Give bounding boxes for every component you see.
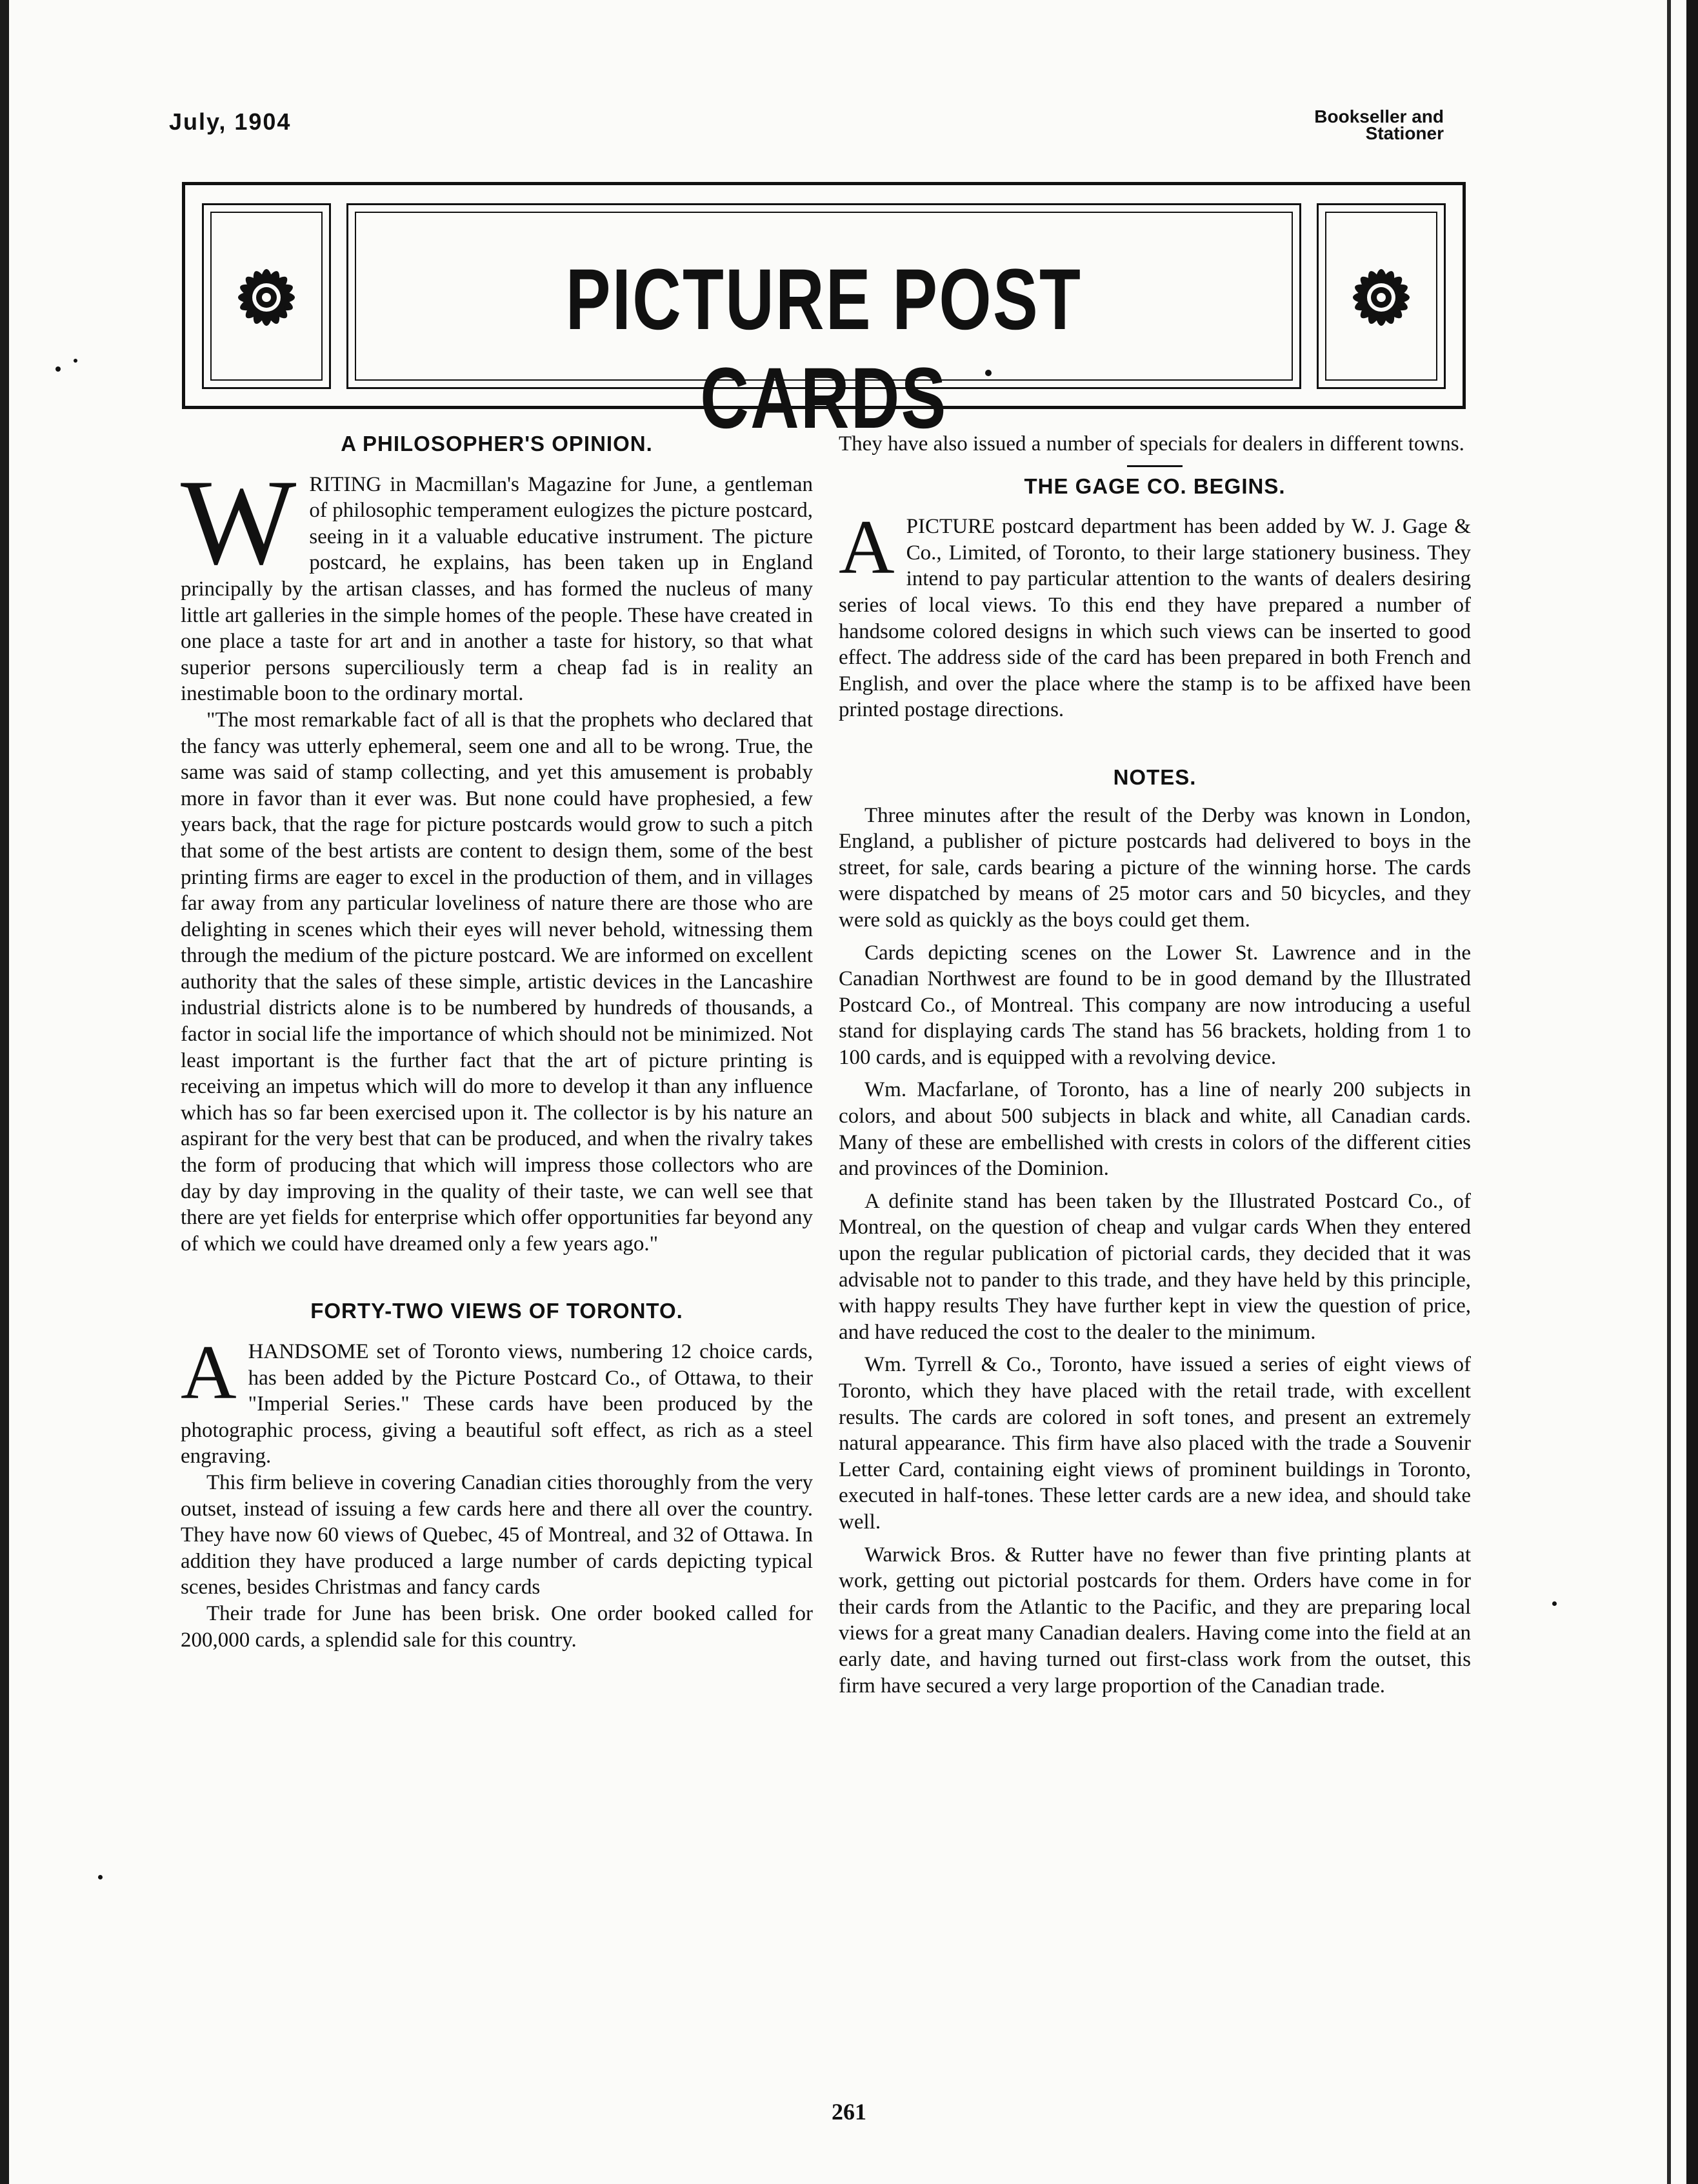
scan-speck bbox=[98, 1875, 103, 1879]
page-title: PICTURE POST CARDS bbox=[565, 252, 1083, 446]
section-heading: NOTES. bbox=[1113, 765, 1197, 789]
rosette-frame-left bbox=[202, 203, 331, 389]
page-number: 261 bbox=[832, 2099, 866, 2125]
drop-cap: A bbox=[839, 504, 895, 590]
paragraph-text: in Macmillan's Magazine for June, a gentleman of philosophic temperament eulogizes the picture postcard, seeing in it a valuable educative instrument. The picture postcard, he explains, has been taken up in England principally by the artisan classes, and has formed the nucleus of many little art galleries in the simple homes of the people. These have created in one place a taste for art and in another a taste for history, so that what superior persons superciliously term a cheap fad is in reality an inestimable boon to the ordinary mortal. bbox=[181, 472, 813, 706]
rosette-frame-right bbox=[1317, 203, 1446, 389]
publication-name-line2: Stationer bbox=[1365, 123, 1444, 143]
paragraph: This firm believe in covering Canadian cities thoroughly from the very outset, instead of issuing a few cards here and there all over the country. They have now 60 views of Quebec, 45 of Montreal, and 32 of Ottawa. In addition they have produced a large number of cards depicting typical scenes, besides Christmas and fancy cards bbox=[181, 1470, 813, 1599]
note-paragraph: Wm. Tyrrell & Co., Toronto, have issued a series of eight views of Toronto, which they have placed with the retail trade, with excellent results. The cards are colored in soft tones, and present an extremely natural appearance. This firm have also placed with the trade a Souvenir Letter Card, containing eight views of prominent buildings in Toronto, executed in half-tones. These letter cards are a new idea, and should take well. bbox=[839, 1353, 1471, 1534]
scan-edge-right-inner bbox=[1667, 0, 1671, 2184]
section-heading: THE GAGE CO. BEGINS. bbox=[1024, 474, 1286, 498]
scan-speck bbox=[74, 359, 77, 363]
section-heading: FORTY-TWO VIEWS OF TORONTO. bbox=[310, 1299, 683, 1323]
lead-word: HANDSOME bbox=[248, 1340, 369, 1363]
note-paragraph: Wm. Macfarlane, of Toronto, has a line of nearly 200 subjects in colors, and about 500 subjects in black and white, all Canadian cards. Many of these are embellished with crests in colors of the different cities and provinces of the Dominion. bbox=[839, 1078, 1471, 1181]
section-divider bbox=[1127, 465, 1183, 467]
paragraph: "The most remarkable fact of all is that the prophets who declared that the fancy was utterly ephemeral, seem one and all to be wrong. True, the same was said of stamp collecting, and yet this amusement is probably more in favor than it ever was. But none could have prophesied, a few years back, that the rage for picture postcards would grow to such a pitch that some of the best artists are content to design them, some of the best printing firms are eager to excel in the production of them, and in villages far away from any particular loveliness of nature there are those who are delighting in scenes which their eyes will never behold, witnessing them through the medium of the picture postcard. We are informed on excellent authority that the sales of these simple, artistic devices in the Lancashire industrial districts alone is to be numbered by hundreds of thousands, a factor in social life the importance of which should not be minimized. Not least important is the further fact that the art of picture printing is receiving an impetus which will do more to develop it than any influence which has so far been exercised upon it. The collector is by his nature an aspirant for the very best that can be produced, and when the rivalry takes the form of producing that which will impress those collectors who are day by day improving in the quality of their taste, we can well see that there are yet fields for enterprise which offer opportunities far beyond any of which we could have dreamed only a few years ago." bbox=[181, 708, 813, 1256]
scan-speck bbox=[55, 366, 61, 372]
note-paragraph: Warwick Bros. & Rutter have no fewer than five printing plants at work, getting out pictorial postcards for them. Orders have come in for their cards from the Atlantic to the Pacific, and they are preparing local views for a great many Canadian dealers. Having come into the field at an early date, and having turned out first-class work from the outset, this firm have secured a very large proportion of the Canadian trade. bbox=[839, 1543, 1471, 1698]
paragraph-text: set of Toronto views, numbering 12 choice cards, has been added by the Picture Postcard Co., of Ottawa, to their "Imperial Series." These cards have been produced by the photographic process, giving a beautiful soft effect, as rich as a steel engraving. bbox=[181, 1340, 813, 1468]
note-paragraph: A definite stand has been taken by the Illustrated Postcard Co., of Montreal, on the question of cheap and vulgar cards When they entered upon the regular publication of pictorial cards, they decided that it was advisable not to pander to this trade, and they have held by this principle, with happy results They have further kept in view the question of price, and have reduced the cost to the dealer to the minimum. bbox=[839, 1189, 1471, 1344]
paragraph: They have also issued a number of specials for dealers in different towns. bbox=[839, 432, 1464, 456]
paragraph bbox=[181, 454, 813, 707]
lead-word: RITING bbox=[309, 472, 382, 496]
drop-cap: W bbox=[181, 454, 297, 590]
banner-dot bbox=[985, 370, 992, 376]
scan-speck bbox=[1552, 1601, 1557, 1606]
lead-word: PICTURE bbox=[906, 515, 995, 539]
rosette-icon bbox=[228, 259, 305, 336]
right-column bbox=[839, 431, 1471, 1699]
scan-edge-left bbox=[0, 0, 9, 2184]
note-paragraph: Three minutes after the result of the Derby was known in London, England, a publisher of picture postcards had delivered to boys in the street, for sale, cards bearing a picture of the winning horse. The cards were dispatched by means of 25 motor cars and 50 bicycles, and they were sold as quickly as the boys could get them. bbox=[839, 803, 1471, 932]
left-column bbox=[181, 431, 813, 1653]
paragraph bbox=[839, 504, 1471, 723]
note-paragraph: Cards depicting scenes on the Lower St. Lawrence and in the Canadian Northwest are found to be in good demand by the Illustrated Postcard Co., of Montreal. This company are now introducing a useful stand for displaying cards The stand has 56 brackets, holding from 1 to 100 cards, and is equipped with a revolving device. bbox=[839, 941, 1471, 1069]
publication-name bbox=[1314, 108, 1444, 142]
drop-cap: A bbox=[181, 1329, 237, 1415]
paragraph-text: postcard department has been added by W. J. Gage & Co., Limited, of Toronto, to their large stationery business. They intend to pay particular attention to the wants of dealers desiring series of local views. To this end they have prepared a number of handsome colored designs in which such views can be inserted to good effect. The address side of the card has been prepared in both French and English, and over the place where the stamp is to be affixed have been printed postage directions. bbox=[839, 515, 1471, 722]
paragraph bbox=[181, 1329, 813, 1470]
scan-edge-right bbox=[1686, 0, 1698, 2184]
rosette-icon bbox=[1343, 259, 1419, 336]
issue-date: July, 1904 bbox=[169, 108, 292, 135]
publication-name-line1: Bookseller and bbox=[1314, 106, 1444, 126]
paragraph: Their trade for June has been brisk. One order booked called for 200,000 cards, a splendid sale for this country. bbox=[181, 1601, 813, 1652]
section-heading: A PHILOSOPHER'S OPINION. bbox=[341, 432, 653, 456]
